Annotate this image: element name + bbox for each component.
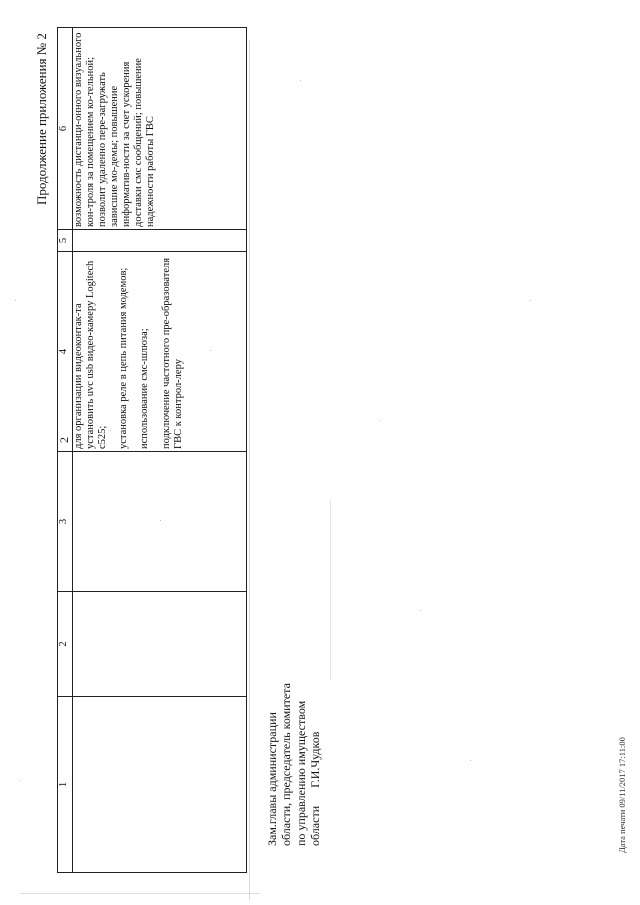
signatory-name: Г.И.Чудков [308, 731, 323, 788]
scan-speck [420, 610, 421, 611]
cell-col-3 [73, 452, 247, 592]
effect-text: возможность дистанци-онного визуального кон-троля за помещением ко-тельной; позволит удаленно пере-загружать зависшие мо-демы; повышение информатив-ности за счет ускорения доставки смс сообщений; повышение надежности работы ГВС [73, 32, 157, 227]
measure-item: использование смс-шлюза; [139, 328, 151, 449]
signature-region: области [308, 805, 323, 846]
continuation-title [33, 33, 51, 205]
scan-line [330, 500, 331, 680]
scan-speck [210, 350, 211, 351]
measure-item: установка реле в цепь питания модемов; [118, 267, 130, 449]
cell-col-1 [73, 697, 247, 873]
scan-speck [20, 780, 21, 781]
table-header-row [58, 28, 73, 873]
cell-col-6 [73, 28, 247, 230]
cell-col-5 [73, 230, 247, 252]
signature-line: Зам.главы администрации [265, 712, 279, 846]
header-col-4: 4 [58, 252, 73, 452]
scan-line [20, 893, 260, 894]
table-row [73, 28, 247, 873]
scan-speck [110, 430, 111, 431]
page-number-text: 2 [57, 437, 71, 443]
scan-speck [530, 300, 531, 301]
signature-block [265, 683, 323, 846]
header-col-5: 5 [58, 230, 73, 252]
table-wrapper [57, 27, 247, 873]
scan-speck [300, 80, 301, 81]
measure-item: подключение частотного пре-образователя ГВС к контрол-леру [161, 257, 185, 449]
scan-speck [380, 420, 381, 421]
scan-speck [15, 300, 16, 301]
signature-line: области, председатель комитета [279, 683, 294, 846]
scan-speck [160, 520, 161, 521]
cell-col-4 [73, 252, 247, 452]
header-col-3: 3 [58, 452, 73, 592]
scan-line [249, 40, 250, 900]
print-date-text: Дата печати 09/11/2017 17:11:00 [617, 737, 627, 853]
signature-line: по управлению имуществом [293, 700, 308, 846]
cell-col-2 [73, 592, 247, 697]
measure-item: для организации видеоконтак-та установить uvc usb видео-камеру Logitech c525; [73, 260, 109, 449]
signature-name-line [308, 683, 322, 846]
header-col-6: 6 [58, 28, 73, 230]
header-col-1: 1 [58, 697, 73, 873]
requirements-table [57, 27, 247, 873]
scan-speck [470, 760, 471, 761]
print-date [612, 737, 630, 853]
continuation-title-text: Продолжение приложения № 2 [34, 33, 49, 205]
header-col-2: 2 [58, 592, 73, 697]
